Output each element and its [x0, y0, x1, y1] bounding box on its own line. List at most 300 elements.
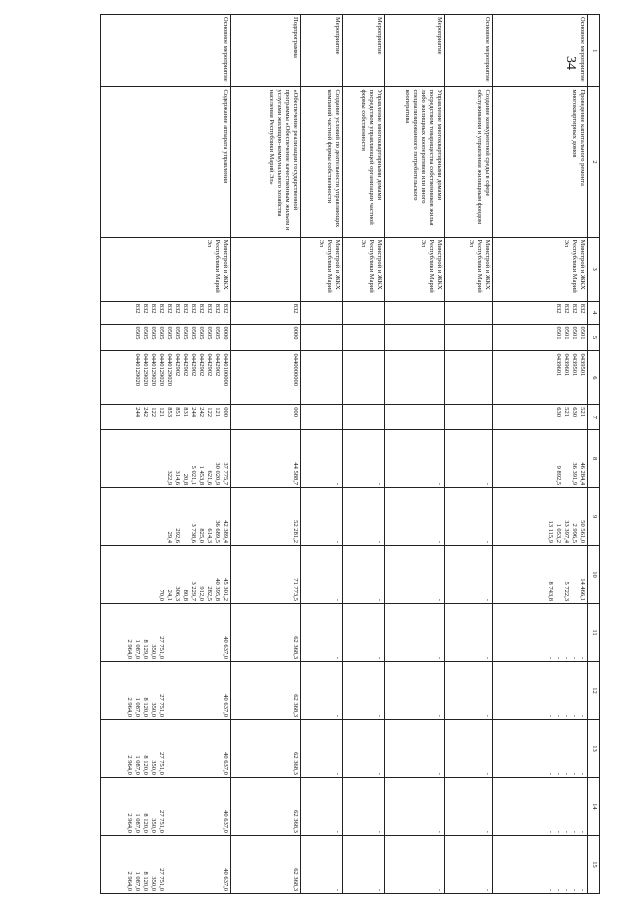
cell-col-2 — [301, 87, 343, 237]
cell-value: - — [563, 888, 570, 891]
cell-value: 521 — [563, 407, 570, 418]
cell-col-4 — [385, 301, 445, 324]
cell-value — [562, 432, 570, 485]
cell-value: 1 087,0 — [134, 639, 141, 659]
cell-value: - — [334, 772, 341, 775]
cell-value: - — [334, 598, 341, 602]
cell-col-9 — [301, 488, 343, 546]
cell-value: 832 — [158, 303, 165, 314]
cell-col-2 — [445, 87, 493, 237]
cell-value: 80,8 — [182, 589, 189, 602]
cell-value: 40 395,8 — [214, 578, 221, 602]
cell-value — [197, 722, 205, 775]
cell-value: 832 — [142, 303, 149, 314]
cell-col-2 — [493, 87, 588, 237]
cell-value: 630 — [571, 407, 578, 418]
cell-value — [141, 548, 149, 601]
cell-value — [197, 780, 205, 833]
cell-value — [165, 722, 173, 775]
cell-value: 832 — [150, 303, 157, 314]
cell-value: 0505 — [142, 326, 149, 340]
cell-value: - — [571, 888, 578, 891]
cell-col-6 — [445, 351, 493, 405]
row-type: Подпрограмма — [292, 17, 299, 58]
cell-value: 350,0 — [150, 818, 157, 833]
cell-value: 0442902 — [198, 353, 205, 377]
cell-value: - — [547, 830, 554, 833]
cell-col-9 — [385, 488, 445, 546]
column-header-14: 14 — [588, 777, 600, 835]
cell-value: 0440129020 — [158, 353, 165, 386]
row-description: Создание конкурентной среды в сфере обслуживания и управления жилищным фондом — [476, 89, 491, 225]
row-type: Мероприятие — [436, 17, 443, 55]
cell-col-7 — [301, 405, 343, 430]
cell-col-15 — [385, 835, 445, 893]
cell-value — [181, 838, 189, 891]
cell-value: 0501 — [555, 326, 562, 340]
cell-value: 912,0 — [198, 586, 205, 602]
cell-value: - — [571, 656, 578, 659]
cell-col-7 — [231, 405, 301, 430]
cell-value — [173, 664, 181, 717]
cell-value: 27 751,0 — [158, 694, 165, 717]
cell-col-5 — [385, 324, 445, 351]
cell-value: 244 — [190, 407, 197, 418]
cell-value: 62 368,3 — [292, 636, 299, 659]
cell-col-13 — [493, 719, 588, 777]
cell-value: - — [579, 830, 586, 833]
cell-value: 122 — [206, 407, 213, 418]
rotated-table-container — [110, 14, 600, 894]
row-executor: Минстрой и ЖКХ Республики Марий Эл — [563, 239, 586, 293]
cell-col-10 — [343, 546, 385, 604]
cell-value — [181, 780, 189, 833]
cell-col-9 — [101, 488, 231, 546]
cell-value — [173, 838, 181, 891]
cell-value: - — [484, 772, 491, 775]
cell-value — [181, 722, 189, 775]
cell-value: 2 964,0 — [126, 697, 133, 717]
cell-value: 27 751,0 — [158, 752, 165, 775]
cell-value: - — [555, 830, 562, 833]
cell-value: 8 120,0 — [142, 813, 149, 833]
row-type: Мероприятие — [334, 17, 341, 55]
cell-col-4 — [101, 301, 231, 324]
cell-value — [205, 780, 213, 833]
cell-value: 2 964,0 — [126, 871, 133, 891]
cell-value: - — [484, 888, 491, 891]
cell-col-8 — [445, 430, 493, 488]
cell-col-2 — [231, 87, 301, 237]
cell-value: 853 — [166, 407, 173, 418]
cell-col-5 — [343, 324, 385, 351]
cell-value: 831 — [182, 407, 189, 418]
cell-value: - — [563, 830, 570, 833]
cell-value: - — [334, 714, 341, 717]
cell-value: 1 453,8 — [198, 465, 205, 486]
cell-value: 832 — [174, 303, 181, 314]
cell-col-8 — [343, 430, 385, 488]
cell-value: 121 — [158, 407, 165, 418]
cell-col-10 — [101, 546, 231, 604]
cell-value: 0505 — [150, 326, 157, 340]
cell-value: 0505 — [174, 326, 181, 340]
cell-value: 314,6 — [174, 470, 181, 486]
cell-value — [141, 490, 149, 543]
table-row — [385, 15, 445, 894]
column-header-9: 9 — [588, 488, 600, 546]
cell-col-10 — [385, 546, 445, 604]
cell-value: - — [484, 540, 491, 544]
row-executor: Минстрой и ЖКХ Республики Марий Эл — [360, 239, 383, 293]
cell-value: - — [571, 830, 578, 833]
cell-col-2 — [101, 87, 231, 237]
cell-value: - — [571, 714, 578, 717]
cell-value — [197, 664, 205, 717]
cell-col-12 — [445, 661, 493, 719]
cell-value: 0505 — [198, 326, 205, 340]
budget-table — [100, 14, 600, 894]
cell-value: 2 964,0 — [126, 639, 133, 659]
cell-value: 8 120,0 — [142, 697, 149, 717]
header-row — [588, 15, 600, 894]
cell-value: 36 391,9 — [571, 462, 578, 486]
cell-value: 0442902 — [190, 353, 197, 377]
cell-col-14 — [231, 777, 301, 835]
cell-value — [173, 780, 181, 833]
cell-value — [554, 548, 562, 601]
cell-value: 13 115,9 — [547, 520, 554, 544]
cell-value: 1 087,0 — [134, 755, 141, 775]
cell-value: - — [334, 656, 341, 659]
cell-value: 0440000000 — [292, 353, 299, 386]
cell-value: 614,3 — [206, 528, 213, 544]
cell-col-5 — [301, 324, 343, 351]
cell-col-5 — [101, 324, 231, 351]
cell-value: 832 — [579, 303, 586, 314]
table-row — [231, 15, 301, 894]
cell-value: - — [334, 540, 341, 544]
cell-value — [570, 548, 578, 601]
cell-col-13 — [231, 719, 301, 777]
cell-value — [189, 664, 197, 717]
cell-value: - — [376, 772, 383, 775]
cell-value: 832 — [214, 303, 221, 314]
cell-value — [181, 490, 189, 543]
cell-col-15 — [301, 835, 343, 893]
cell-value — [181, 606, 189, 659]
cell-value: 0501 — [579, 326, 586, 340]
cell-value: 242 — [198, 407, 205, 418]
cell-value: 0000 — [292, 326, 299, 340]
cell-value: 70,0 — [158, 589, 165, 602]
cell-value — [165, 780, 173, 833]
cell-value: 0505 — [190, 326, 197, 340]
cell-value: 0440100000 — [222, 353, 229, 386]
cell-col-3 — [301, 237, 343, 301]
row-executor: Минстрой и ЖКХ Республики Марий Эл — [206, 239, 229, 293]
cell-value: - — [547, 772, 554, 775]
cell-value — [157, 432, 165, 485]
cell-value: 8 129,0 — [142, 639, 149, 659]
cell-col-10 — [301, 546, 343, 604]
cell-value: - — [484, 598, 491, 602]
cell-col-7 — [493, 405, 588, 430]
cell-value: 2 964,0 — [126, 755, 133, 775]
cell-value: 62 368,3 — [292, 810, 299, 833]
cell-value: 33 397,4 — [563, 520, 570, 544]
cell-value: 5 722,3 — [563, 581, 570, 602]
cell-col-14 — [493, 777, 588, 835]
cell-value: 0505 — [134, 326, 141, 340]
cell-value: 621,6 — [206, 470, 213, 486]
cell-value: 0505 — [182, 326, 189, 340]
cell-value: 24,1 — [166, 589, 173, 602]
cell-value — [213, 664, 221, 717]
cell-col-6 — [343, 351, 385, 405]
cell-value: 40 637,0 — [222, 694, 229, 717]
column-header-8: 8 — [588, 430, 600, 488]
cell-value: 0439501 — [579, 353, 586, 377]
cell-col-2 — [385, 87, 445, 237]
cell-col-13 — [445, 719, 493, 777]
cell-value: 14 466,1 — [579, 578, 586, 602]
cell-value: 8 120,0 — [142, 755, 149, 775]
cell-value: 44 588,7 — [292, 462, 299, 486]
cell-col-14 — [101, 777, 231, 835]
cell-value: 0440129020 — [134, 353, 141, 386]
cell-value: - — [555, 772, 562, 775]
cell-col-1 — [343, 15, 385, 87]
cell-value — [181, 664, 189, 717]
cell-value — [133, 548, 141, 601]
cell-value: - — [555, 888, 562, 891]
cell-value: 62 368,3 — [292, 868, 299, 891]
cell-value — [205, 722, 213, 775]
cell-col-11 — [445, 604, 493, 662]
cell-value: - — [484, 482, 491, 486]
cell-value: 52 281,2 — [292, 520, 299, 544]
cell-value: - — [484, 830, 491, 833]
cell-value: 8 743,8 — [547, 581, 554, 602]
cell-value: 322,9 — [166, 470, 173, 486]
cell-value: 832 — [190, 303, 197, 314]
cell-value — [197, 606, 205, 659]
cell-value: 832 — [198, 303, 205, 314]
cell-value — [189, 722, 197, 775]
cell-value — [197, 838, 205, 891]
cell-col-3 — [385, 237, 445, 301]
cell-value: 3 229,7 — [190, 581, 197, 602]
cell-value: 832 — [555, 303, 562, 314]
cell-col-2 — [343, 87, 385, 237]
table-body — [101, 15, 588, 894]
cell-value: 71 773,5 — [292, 578, 299, 602]
cell-col-11 — [101, 604, 231, 662]
cell-value — [205, 838, 213, 891]
cell-col-15 — [231, 835, 301, 893]
row-description: Создание условий по деятельности управляющих компаний частной формы собственности — [326, 89, 341, 228]
cell-value: 832 — [182, 303, 189, 314]
cell-value: - — [436, 888, 443, 891]
row-description: «Обеспечение реализации государственной программы «Обеспечение качественным жильем и услугами жилищно-коммунального хозяйства населения Республики Марий Эл» — [268, 89, 299, 231]
cell-col-8 — [231, 430, 301, 488]
cell-value: - — [436, 656, 443, 659]
cell-col-3 — [445, 237, 493, 301]
row-description: Управление многоквартирными домами посредством товарищества собственников жилья либо жилищных кооперативов или иного специализированного потребительского кооператива — [404, 89, 443, 226]
cell-value: 832 — [292, 303, 299, 314]
cell-value: 832 — [571, 303, 578, 314]
cell-col-12 — [385, 661, 445, 719]
cell-col-11 — [231, 604, 301, 662]
cell-col-6 — [385, 351, 445, 405]
cell-value: 0442902 — [182, 353, 189, 377]
cell-value — [213, 838, 221, 891]
cell-value: 244 — [134, 407, 141, 418]
cell-value: 0505 — [166, 326, 173, 340]
cell-col-7 — [343, 405, 385, 430]
cell-value: - — [547, 656, 554, 659]
cell-value: 0501 — [571, 326, 578, 340]
cell-value: 37 775,7 — [222, 462, 229, 486]
cell-col-13 — [101, 719, 231, 777]
cell-value: 40 637,0 — [222, 868, 229, 891]
cell-value: - — [376, 540, 383, 544]
cell-value: 832 — [563, 303, 570, 314]
column-header-3: 3 — [588, 237, 600, 301]
cell-value: 8 120,0 — [142, 871, 149, 891]
cell-value: 000 — [222, 407, 229, 418]
cell-col-4 — [445, 301, 493, 324]
cell-value: 9 892,5 — [555, 465, 562, 486]
row-description: Проведение капитального ремонта многоквартирных домов — [571, 89, 586, 186]
cell-value: 42 389,4 — [222, 520, 229, 544]
cell-value: 40 637,0 — [222, 752, 229, 775]
cell-col-9 — [445, 488, 493, 546]
column-header-12: 12 — [588, 661, 600, 719]
column-header-6: 6 — [588, 351, 600, 405]
cell-col-10 — [493, 546, 588, 604]
cell-col-13 — [385, 719, 445, 777]
cell-col-15 — [101, 835, 231, 893]
cell-col-7 — [101, 405, 231, 430]
cell-value: - — [436, 598, 443, 602]
cell-value: 0505 — [206, 326, 213, 340]
cell-value: - — [376, 830, 383, 833]
cell-value: 851 — [174, 407, 181, 418]
cell-value: - — [436, 482, 443, 486]
cell-value: 5 021,1 — [190, 465, 197, 486]
row-executor: Минстрой и ЖКХ Республики Марий Эл — [318, 239, 341, 293]
column-header-15: 15 — [588, 835, 600, 893]
cell-col-6 — [301, 351, 343, 405]
cell-col-11 — [385, 604, 445, 662]
cell-value: 000 — [292, 407, 299, 418]
column-header-10: 10 — [588, 546, 600, 604]
cell-value: - — [334, 830, 341, 833]
cell-value — [165, 838, 173, 891]
cell-col-15 — [343, 835, 385, 893]
cell-col-12 — [231, 661, 301, 719]
cell-value: 0505 — [214, 326, 221, 340]
cell-col-7 — [445, 405, 493, 430]
cell-col-3 — [343, 237, 385, 301]
row-type: Основное мероприятие — [579, 17, 586, 82]
cell-value: - — [547, 714, 554, 717]
cell-col-8 — [385, 430, 445, 488]
cell-col-6 — [493, 351, 588, 405]
row-type: Основное мероприятие — [222, 17, 229, 82]
cell-col-1 — [493, 15, 588, 87]
cell-value: 0442902 — [174, 353, 181, 377]
cell-value: - — [579, 714, 586, 717]
cell-value — [213, 722, 221, 775]
cell-value: 832 — [222, 303, 229, 314]
cell-col-14 — [343, 777, 385, 835]
cell-value: - — [376, 888, 383, 891]
cell-value — [205, 664, 213, 717]
cell-col-10 — [445, 546, 493, 604]
cell-col-8 — [301, 430, 343, 488]
column-header-13: 13 — [588, 719, 600, 777]
cell-col-13 — [343, 719, 385, 777]
cell-value — [189, 606, 197, 659]
cell-value: 350,0 — [150, 876, 157, 891]
cell-value: 0442902 — [214, 353, 221, 377]
cell-col-3 — [493, 237, 588, 301]
cell-col-12 — [493, 661, 588, 719]
cell-value: 292,6 — [174, 528, 181, 544]
cell-value: 1 087,0 — [134, 697, 141, 717]
cell-value: - — [555, 714, 562, 717]
column-header-5: 5 — [588, 324, 600, 351]
cell-value: 1 087,0 — [134, 813, 141, 833]
cell-col-9 — [231, 488, 301, 546]
table-row — [301, 15, 343, 894]
cell-value: - — [547, 888, 554, 891]
cell-col-11 — [493, 604, 588, 662]
cell-value: 121 — [214, 407, 221, 418]
cell-value: 242 — [142, 407, 149, 418]
cell-value: 2 964,0 — [126, 813, 133, 833]
cell-col-1 — [231, 15, 301, 87]
cell-value — [141, 432, 149, 485]
cell-value: - — [563, 772, 570, 775]
cell-value — [165, 606, 173, 659]
cell-value: 0440129020 — [150, 353, 157, 386]
cell-value: 1 087,0 — [134, 871, 141, 891]
cell-value: 62 368,3 — [292, 694, 299, 717]
cell-value: 40 637,0 — [222, 636, 229, 659]
cell-col-9 — [343, 488, 385, 546]
cell-value: - — [555, 656, 562, 659]
cell-value: 0501 — [563, 326, 570, 340]
cell-value: - — [484, 656, 491, 659]
column-header-11: 11 — [588, 604, 600, 662]
cell-col-5 — [231, 324, 301, 351]
table-row — [445, 15, 493, 894]
cell-value: 29,4 — [166, 531, 173, 544]
column-header-1: 1 — [588, 15, 600, 87]
cell-value: 1 053,2 — [555, 523, 562, 544]
cell-value: 40 637,0 — [222, 810, 229, 833]
cell-col-4 — [343, 301, 385, 324]
cell-value: 521 — [579, 407, 586, 418]
cell-value: 27 751,0 — [158, 868, 165, 891]
cell-col-7 — [385, 405, 445, 430]
cell-value: 832 — [166, 303, 173, 314]
cell-value — [205, 606, 213, 659]
